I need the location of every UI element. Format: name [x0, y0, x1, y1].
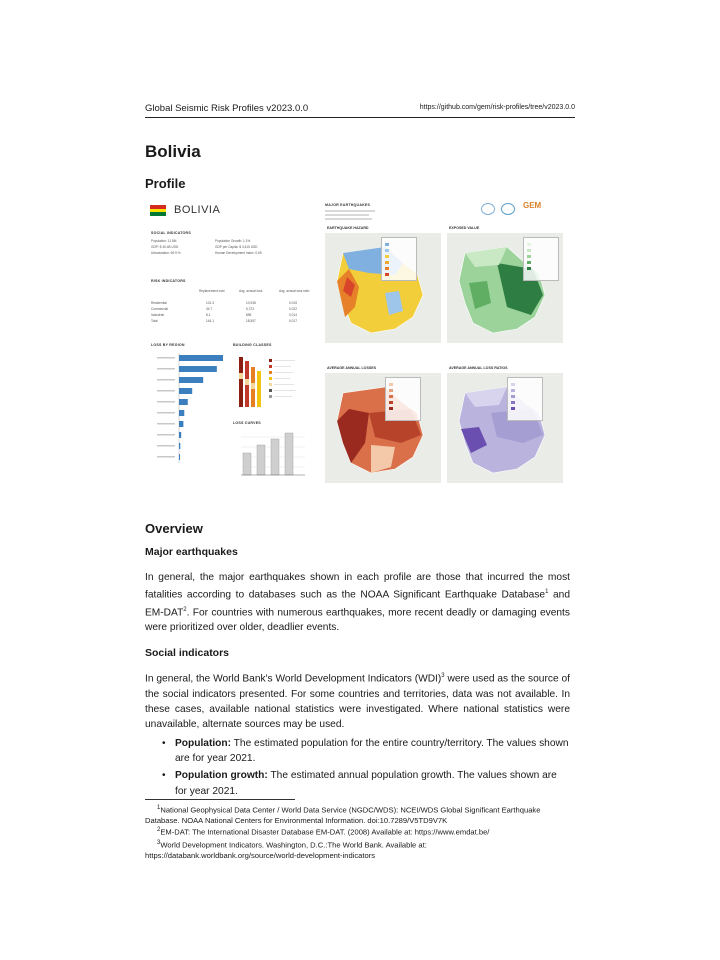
footnote-2: $^2$EM-DAT: The International Disaster Database EM-DAT. (2008) Available at: https://www.emdat.be/ [157, 827, 490, 837]
gem-logo: GEM [523, 201, 542, 210]
region-label-placeholder [157, 456, 175, 458]
profile-heading: Profile [145, 176, 186, 191]
social-indicators-paragraph: In general, the World Bank's World Development Indicators (WDI)$^3$ were used as the source of the social indicators presented. For some countries and territories, data was not available. In these cases, available national statistics were investigated. Where national statistics were unavailable, alternate sources may be used. [145, 673, 570, 730]
building-classes-heading: BUILDING CLASSES [233, 343, 272, 347]
list-item: • Population growth: The estimated annual population growth. The values shown are for year 2021. [160, 768, 570, 798]
region-bar [179, 432, 181, 438]
header-url[interactable]: https://github.com/gem/risk-profiles/tree/v2023.0.0 [419, 104, 575, 111]
major-earthquakes-paragraph: In general, the major earthquakes shown in each profile are those that incurred the most fatalities according to databases such as the NOAA Significant Earthquake Database$^1$ and EM-DAT$^2$. For countries with numerous earthquakes, more recent deadly or damaging events were prioritized over older, deadlier events. [145, 572, 571, 634]
region-bar [179, 410, 184, 416]
region-bar [179, 399, 188, 405]
region-bar [179, 388, 192, 394]
region-bar [179, 421, 183, 427]
map-exposed-value: EXPOSED VALUE [447, 233, 563, 343]
region-bar [179, 454, 180, 460]
partner-logo-icon [481, 203, 495, 215]
social-indicator: Population: 11.8M [151, 239, 177, 243]
footnote-rule [145, 799, 295, 800]
footnote-1: $^1$National Geophysical Data Center / World Data Service (NGDC/WDS): NCEI/WDS Global Significant Earthquake Database. NOAA National Centers for Environmental Information. doi:10.7289/V5TD9V7K [145, 805, 541, 826]
risk-table-row: Total 144.1 18,557 0.017 [151, 319, 297, 323]
region-label-placeholder [157, 357, 175, 359]
major-earthquakes-list [325, 210, 375, 222]
region-label-placeholder [157, 445, 175, 447]
overview-heading: Overview [145, 521, 203, 536]
region-label-placeholder [157, 412, 175, 414]
social-indicator: GDP per Capita: $ 3,415 USD [215, 245, 258, 249]
risk-table-header: Replacement cost Avg. annual loss Avg. annual loss ratio [199, 289, 310, 293]
list-item: • Population: The estimated population for the entire country/territory. The values shown are for year 2021. [160, 736, 570, 766]
loss-by-region-chart [151, 353, 229, 473]
loss-curves-chart [233, 429, 308, 481]
page-title: Bolivia [145, 142, 201, 161]
indicator-list [160, 736, 570, 801]
building-classes-legend [269, 359, 272, 398]
social-indicators-heading: SOCIAL INDICATORS [151, 231, 191, 235]
running-header [145, 103, 575, 118]
loss-curves-heading: LOSS CURVES [233, 421, 261, 425]
map-average-annual-loss-ratios: AVERAGE ANNUAL LOSS RATIOS [447, 373, 563, 483]
ratios-map-shape [447, 373, 563, 483]
region-bar [179, 355, 223, 361]
map-average-annual-losses: AVERAGE ANNUAL LOSSES [325, 373, 441, 483]
social-indicator: GDP: $ 40.4B USD [151, 245, 179, 249]
region-bar [179, 377, 203, 383]
risk-table-row: Commercial 34.7 6,723 0.022 [151, 307, 297, 311]
figure-country-name: BOLIVIA [174, 204, 221, 216]
social-indicators-subheading: Social indicators [145, 647, 230, 659]
losses-legend [385, 377, 421, 421]
region-label-placeholder [157, 368, 175, 370]
region-label-placeholder [157, 423, 175, 425]
footnote-3: $^3$World Development Indicators. Washington, D.C.:The World Bank. Available at: https://databank.worldbank.org/source/world-development-indicators [145, 840, 427, 861]
ratios-legend [507, 377, 543, 421]
region-label-placeholder [157, 434, 175, 436]
social-indicator: Human Development Index: 0.69 [215, 251, 262, 255]
risk-table-row: Residential 101.3 10,938 0.015 [151, 301, 297, 305]
hazard-legend [381, 237, 417, 281]
bolivia-flag-icon [150, 205, 166, 216]
profile-figure [143, 197, 567, 490]
social-indicator: Population Growth: 1.1% [215, 239, 251, 243]
major-earthquakes-subheading: Major earthquakes [145, 546, 238, 558]
major-earthquakes-heading: MAJOR EARTHQUAKES [325, 203, 371, 207]
exposure-legend [523, 237, 559, 281]
building-classes-bars [239, 357, 261, 407]
social-indicator: Urbanization: 69.9 % [151, 251, 181, 255]
region-label-placeholder [157, 379, 175, 381]
partner-logo-icon [501, 203, 515, 215]
region-label-placeholder [157, 401, 175, 403]
region-label-placeholder [157, 390, 175, 392]
loss-by-region-heading: LOSS BY REGION [151, 343, 185, 347]
region-bar [179, 366, 217, 372]
map-earthquake-hazard: EARTHQUAKE HAZARD [325, 233, 441, 343]
risk-indicators-heading: RISK INDICATORS [151, 279, 186, 283]
building-classes-chart [233, 353, 308, 415]
losses-map-shape [325, 373, 441, 483]
header-title: Global Seismic Risk Profiles v2023.0.0 [145, 103, 309, 114]
risk-table-row: Industrial 8.1 896 0.014 [151, 313, 297, 317]
region-bar [179, 443, 180, 449]
